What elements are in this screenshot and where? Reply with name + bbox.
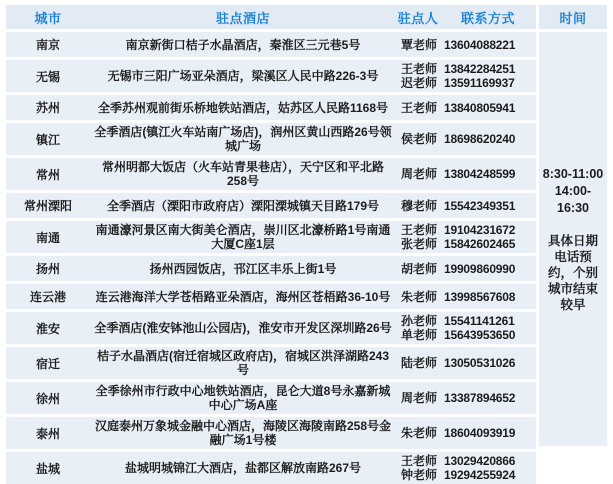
contact-name: 单老师: [401, 328, 438, 342]
contact-name: 周老师: [401, 391, 438, 405]
table-row: [6, 452, 536, 484]
contacts-cell: [396, 223, 536, 251]
table-row: [6, 123, 536, 155]
contact-phone: 15842602465: [444, 237, 516, 251]
contact-phone: 15541141261: [444, 314, 515, 328]
contact-line: [396, 290, 536, 304]
hotel-cell: 汉庭泰州万象城金融中心酒店，海陵区海陵南路258号金融广场1号楼: [94, 419, 392, 447]
city-cell: 无锡: [35, 69, 60, 84]
contact-name: 陆老师: [401, 356, 438, 370]
contact-name: 王老师: [401, 62, 438, 76]
time-column: [539, 5, 607, 446]
contact-name: 张老师: [401, 237, 438, 251]
contact-name: 胡老师: [401, 261, 438, 276]
contact-name: 孙老师: [401, 314, 438, 328]
contact-name: 穆老师: [401, 198, 438, 213]
city-cell: 扬州: [35, 262, 60, 276]
contacts-cell: [396, 101, 536, 115]
contacts-cell: [396, 426, 536, 440]
city-cell: 南通: [35, 230, 60, 245]
header-time: 时间: [539, 5, 607, 29]
contacts-cell: [396, 62, 536, 90]
table-body: [6, 32, 536, 484]
hotel-cell: 全季徐州市行政中心地铁站酒店，昆仑大道8号永嘉新城中心广场A座: [95, 384, 391, 412]
contact-phone: 13050531026: [444, 356, 516, 370]
hotel-cell: 无锡市三阳广场亚朵酒店，梁溪区人民中路226-3号: [107, 69, 379, 83]
contact-name: 覃老师: [401, 37, 438, 52]
table-row: [6, 193, 536, 218]
contacts-cell: [396, 132, 536, 146]
time-schedule-line: 8:30-11:00: [542, 166, 604, 181]
contact-line: [396, 132, 536, 146]
header-contact: 联系方式: [460, 10, 515, 26]
contacts-cell: [396, 314, 536, 342]
contact-phone: 13840805941: [444, 100, 516, 115]
time-note: 具体日期电话预约，个别城市结束较早: [547, 233, 598, 312]
city-cell: 宿迁: [35, 356, 60, 371]
table-row: [6, 60, 536, 92]
contacts-cell: [396, 167, 536, 181]
contact-phone: 19909860990: [444, 261, 516, 276]
contact-name: 朱老师: [401, 289, 438, 304]
contacts-cell: [396, 391, 536, 405]
city-cell: 南京: [35, 38, 60, 52]
contact-line: [396, 223, 536, 237]
contact-name: 朱老师: [401, 426, 438, 440]
hotel-cell: 常州明都大饭店（火车站青果巷店），天宁区和平北路258号: [101, 160, 384, 188]
contact-line: [396, 38, 536, 52]
hotel-cell: 全季酒店(镇江火车站南广场店)，润州区黄山西路26号领城广场: [94, 125, 392, 153]
contact-line: [396, 314, 536, 328]
contact-line: [396, 468, 536, 482]
contacts-cell: [396, 356, 536, 370]
contact-name: 周老师: [401, 167, 438, 181]
contact-name: 王老师: [401, 454, 438, 468]
hotel-cell: 全季酒店(淮安钵池山公园店)，淮安市开发区深圳路26号: [94, 321, 392, 335]
contacts-cell: [396, 262, 536, 276]
hotel-cell: 桔子水晶酒店(宿迁宿城区政府店)，宿城区洪泽湖路243号: [96, 349, 390, 377]
city-cell: 苏州: [35, 101, 60, 115]
contact-phone: 13804248599: [444, 167, 516, 181]
contact-phone: 19294255924: [444, 468, 516, 482]
contact-phone: 13842284251: [444, 62, 516, 76]
contact-phone: 18698620240: [444, 132, 516, 146]
table-row: [6, 382, 536, 414]
contact-line: [396, 199, 536, 213]
contact-line: [396, 391, 536, 405]
city-cell: 盐城: [35, 461, 60, 476]
city-cell: 连云港: [29, 290, 66, 304]
time-schedule: [543, 166, 603, 217]
contact-phone: 13387894652: [444, 391, 516, 405]
table-header-row: [6, 5, 536, 29]
contacts-cell: [396, 38, 536, 52]
contact-line: [396, 167, 536, 181]
table-main-columns: [6, 5, 536, 482]
contact-line: [396, 76, 536, 90]
hotel-cell: 全季酒店（溧阳市政府店）溧阳溧城镇天目路179号: [106, 198, 380, 213]
city-cell: 徐州: [35, 391, 60, 406]
hotel-cell: 连云港海洋大学苍梧路亚朵酒店，海州区苍梧路36-10号: [95, 289, 391, 304]
city-cell: 泰州: [35, 426, 60, 441]
contact-line: [396, 328, 536, 342]
contact-line: [396, 237, 536, 251]
contact-phone: 13591169937: [444, 76, 515, 90]
contact-name: 王老师: [401, 100, 438, 115]
contact-name: 王老师: [401, 223, 438, 237]
contact-line: [396, 426, 536, 440]
contact-name: 迟老师: [401, 76, 438, 90]
hotel-cell: 南京新街口桔子水晶酒店，秦淮区三元巷5号: [125, 37, 361, 52]
contact-phone: 13998567608: [444, 289, 516, 304]
table-row: [6, 32, 536, 57]
time-merged-cell: [539, 32, 607, 446]
table-row: [6, 221, 536, 253]
time-schedule-line: 16:30: [557, 200, 589, 215]
contact-line: [396, 101, 536, 115]
contact-line: [396, 62, 536, 76]
contact-name: 侯老师: [401, 132, 438, 146]
city-cell: 淮安: [35, 321, 60, 336]
header-hotel: 驻点酒店: [215, 10, 270, 26]
contact-phone: 18604093919: [444, 426, 516, 440]
header-city: 城市: [34, 10, 62, 26]
city-cell: 常州溧阳: [23, 199, 72, 213]
contact-phone: 13029420866: [444, 454, 516, 468]
city-cell: 镇江: [35, 132, 60, 147]
contact-phone: 19104231672: [444, 223, 516, 237]
city-cell: 常州: [35, 167, 60, 182]
time-schedule-line: 14:00-: [554, 183, 592, 198]
table-row: [6, 312, 536, 344]
hotel-cell: 南通濠河景区南大街美仑酒店，崇川区北濠桥路1号南通大厦C座1层: [95, 223, 391, 251]
contact-phone: 13604088221: [444, 37, 516, 52]
table-row: [6, 347, 536, 379]
table-row: [6, 158, 536, 190]
contact-line: [396, 262, 536, 276]
contact-phone: 15643953650: [444, 328, 516, 342]
contact-line: [396, 454, 536, 468]
contact-name: 钟老师: [401, 468, 438, 482]
contacts-cell: [396, 199, 536, 213]
table-row: [6, 95, 536, 120]
contact-phone: 15542349351: [444, 198, 516, 213]
contact-line: [396, 356, 536, 370]
contacts-cell: [396, 454, 536, 482]
contacts-cell: [396, 290, 536, 304]
table-row: [6, 256, 536, 281]
hotel-cell: 全季苏州观前街乐桥地铁站酒店，姑苏区人民路1168号: [97, 100, 389, 115]
table-row: [6, 284, 536, 309]
hotel-cell: 扬州西园饭店，邗江区丰乐上街1号: [149, 261, 337, 276]
header-person: 驻点人: [397, 10, 439, 26]
hotel-cell: 盐城明城锦江大酒店，盐都区解放南路267号: [124, 461, 362, 475]
table-row: [6, 417, 536, 449]
